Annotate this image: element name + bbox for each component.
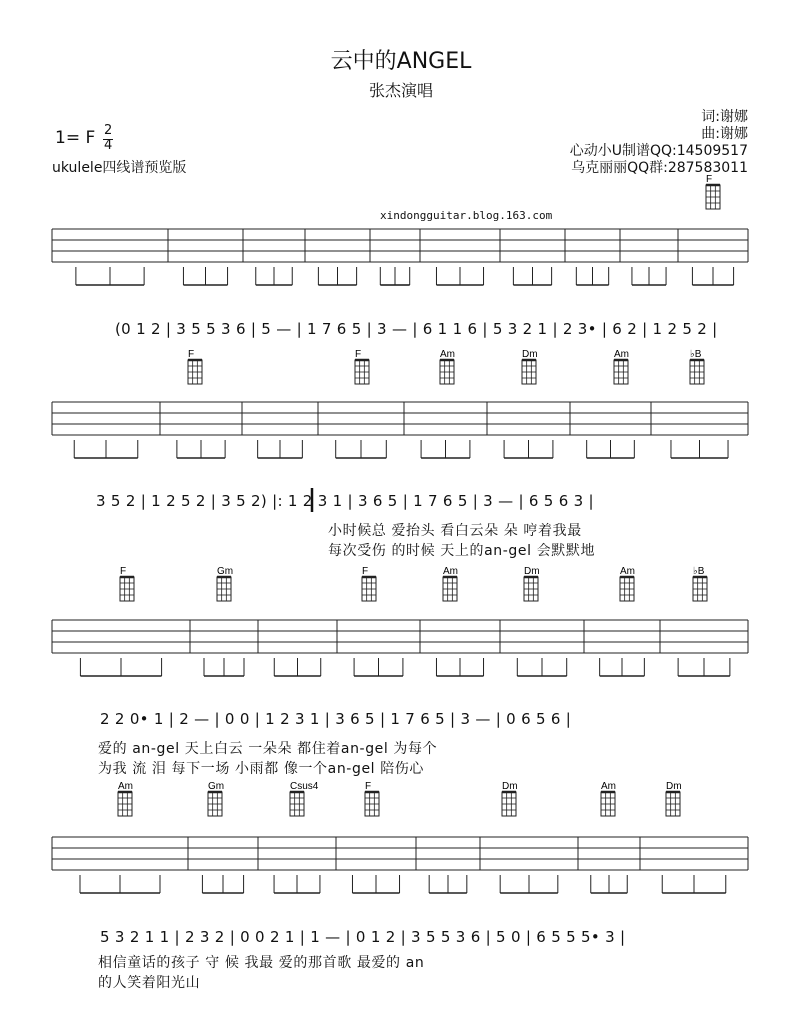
chord-label: Am bbox=[440, 349, 455, 360]
composer: 曲:谢娜 bbox=[701, 126, 748, 142]
notation-row-4: 5 3 2 1 1 | 2 3 2 | 0 0 2 1 | 1 — | 0 1 2 | 3 5 5 3 6 | 5 0 | 6 5 5 5• 3 | bbox=[100, 928, 626, 946]
chord-label: Csus4 bbox=[290, 781, 319, 792]
chord-label: Am bbox=[601, 781, 616, 792]
chord-label: F bbox=[355, 349, 362, 360]
qq-group: 乌克丽丽QQ群:287583011 bbox=[571, 160, 748, 176]
chord-label: Dm bbox=[502, 781, 518, 792]
lyrics-row-2a: 小时候总 爱抬头 看白云朵 朵 哼着我最 bbox=[328, 523, 582, 539]
chord-label: Gm bbox=[217, 566, 234, 577]
chord-label: F bbox=[188, 349, 195, 360]
chord-label: F bbox=[365, 781, 372, 792]
notation-row-3: 2 2 0• 1 | 2 — | 0 0 | 1 2 3 1 | 3 6 5 | 1 7 6 5 | 3 — | 0 6 5 6 | bbox=[100, 710, 572, 728]
time-signature-top: 2 bbox=[104, 123, 113, 138]
chord-label: F bbox=[120, 566, 127, 577]
lyrics-row-4a: 相信童话的孩子 守 候 我最 爱的那首歌 最爱的 an bbox=[98, 955, 425, 971]
notation-row-2: 3 5 2 | 1 2 5 2 | 3 5 2) |: 1 2 3 1 | 3 6 5 | 1 7 6 5 | 3 — | 6 5 6 3 | bbox=[96, 492, 594, 510]
website: xindongguitar.blog.163.com bbox=[380, 209, 553, 222]
chord-label: Am bbox=[620, 566, 635, 577]
lyrics-row-4b: 的人笑着阳光山 bbox=[98, 975, 201, 991]
chord-label: F bbox=[362, 566, 369, 577]
chord-label: ♭B bbox=[693, 566, 705, 577]
song-title: 云中的ANGEL bbox=[330, 49, 472, 74]
chord-label: Dm bbox=[666, 781, 682, 792]
chord-label: Dm bbox=[524, 566, 540, 577]
singer: 张杰演唱 bbox=[368, 81, 433, 100]
chord-label: ♭B bbox=[690, 349, 702, 360]
chord-label: Am bbox=[118, 781, 133, 792]
lyrics-row-3b: 为我 流 泪 每下一场 小雨都 像一个an-gel 陪伤心 bbox=[98, 761, 424, 777]
chord-label: Dm bbox=[522, 349, 538, 360]
chord-label: Am bbox=[443, 566, 458, 577]
chord-label: F bbox=[706, 174, 713, 185]
transcriber: 心动小U制谱QQ:14509517 bbox=[569, 143, 748, 159]
lyrics-row-3a: 爱的 an-gel 天上白云 一朵朵 都住着an-gel 为每个 bbox=[98, 741, 438, 757]
subtitle: ukulele四线谱预览版 bbox=[52, 160, 187, 176]
key-signature: 1= F bbox=[55, 128, 96, 148]
lyricist: 词:谢娜 bbox=[701, 109, 748, 125]
lyrics-row-2b: 每次受伤 的时候 天上的an-gel 会默默地 bbox=[328, 543, 596, 559]
chord-label: Gm bbox=[208, 781, 225, 792]
notation-row-1: (0 1 2 | 3 5 5 3 6 | 5 — | 1 7 6 5 | 3 — | 6 1 1 6 | 5 3 2 1 | 2 3• | 6 2 | 1 2 5 2 | bbox=[115, 320, 718, 338]
chord-label: Am bbox=[614, 349, 629, 360]
time-signature-bottom: 4 bbox=[104, 138, 113, 153]
